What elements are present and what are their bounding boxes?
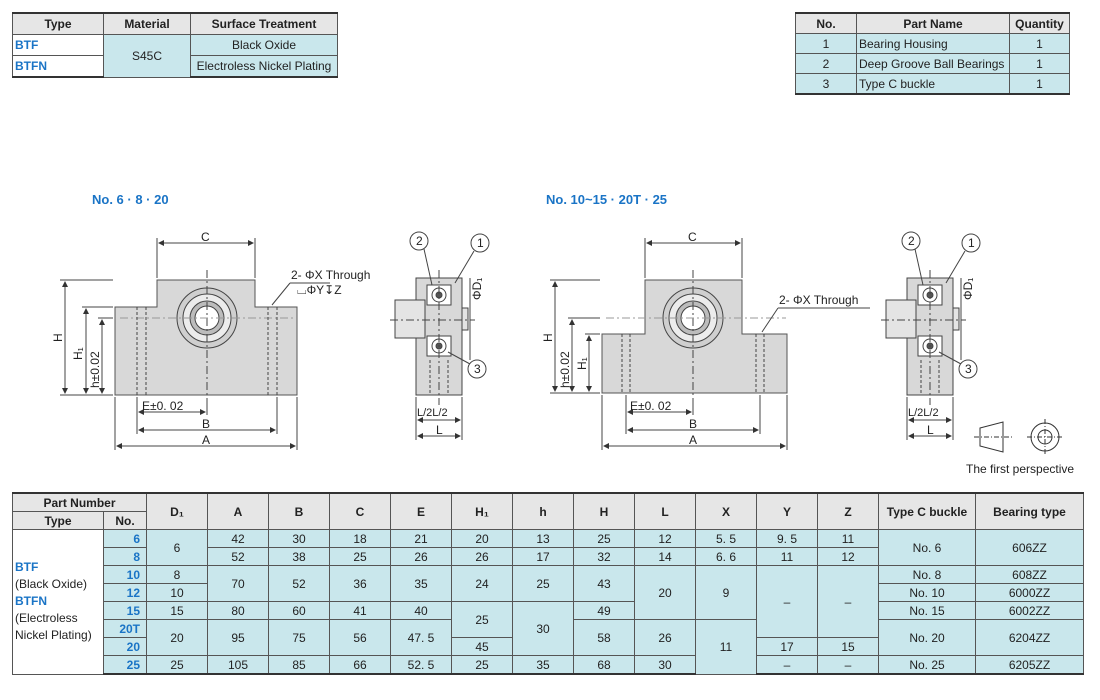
cell-z: – — [818, 566, 879, 638]
callout-1-left: 1 — [477, 236, 484, 250]
dim-h1-right: H₁ — [575, 357, 589, 370]
note-counterbore-left: ⌴ΦY↧Z — [297, 283, 342, 297]
cell-d1: 6 — [147, 530, 208, 566]
cell-e: 52. 5 — [391, 656, 452, 675]
cell-bearing: 608ZZ — [976, 566, 1084, 584]
right-front-view — [550, 238, 870, 450]
dim-h-right: H — [541, 333, 555, 342]
type-btf: BTF — [15, 560, 39, 575]
cell-buckle: No. 20 — [879, 620, 976, 656]
note-through-left: 2- ΦX Through — [291, 268, 371, 282]
cell-d1: 15 — [147, 602, 208, 620]
cell-buckle: No. 6 — [879, 530, 976, 566]
cell-e: 40 — [391, 602, 452, 620]
cell-z: 12 — [818, 548, 879, 566]
type-btfn: BTFN — [15, 594, 47, 609]
cell-d1: 10 — [147, 584, 208, 602]
cell-a: 80 — [208, 602, 269, 620]
cell-l: 26 — [635, 620, 696, 656]
type-description — [13, 530, 104, 675]
col-c: C — [330, 493, 391, 530]
cell-c: 25 — [330, 548, 391, 566]
col-h-small: h — [513, 493, 574, 530]
cell-z: 15 — [818, 638, 879, 656]
cell-H: 49 — [574, 602, 635, 620]
header-surface-treatment: Surface Treatment — [191, 13, 338, 35]
cell-bearing: 6000ZZ — [976, 584, 1084, 602]
dim-htol-right: h±0.02 — [558, 351, 572, 388]
cell-l: 30 — [635, 656, 696, 675]
cell-H: 25 — [574, 530, 635, 548]
header-material: Material — [104, 13, 191, 35]
type-btf-treatment: (Black Oxide) — [15, 577, 88, 592]
col-z: Z — [818, 493, 879, 530]
cell-e: 26 — [391, 548, 452, 566]
dim-d1-left: ΦD₁ — [470, 277, 484, 300]
cell-c: 56 — [330, 620, 391, 656]
cell-b: 60 — [269, 602, 330, 620]
part-qty: 1 — [1010, 74, 1070, 95]
dim-e-right: E±0. 02 — [630, 399, 672, 413]
header-no: No. — [104, 512, 147, 530]
cell-x: 9 — [696, 566, 757, 620]
cell-h1: 20 — [452, 530, 513, 548]
dim-e-left: E±0. 02 — [142, 399, 184, 413]
left-front-view — [60, 238, 330, 450]
col-bearing: Bearing type — [976, 493, 1084, 530]
dim-h1-left: H₁ — [71, 347, 85, 360]
cell-a: 52 — [208, 548, 269, 566]
treatment-nickel: Electroless Nickel Plating — [191, 56, 338, 78]
cell-h: 30 — [513, 602, 574, 656]
cell-H: 58 — [574, 620, 635, 656]
cell-l: 12 — [635, 530, 696, 548]
material-value: S45C — [104, 35, 191, 78]
callout-3-right: 3 — [965, 362, 972, 376]
cell-c: 66 — [330, 656, 391, 675]
cell-z: 11 — [818, 530, 879, 548]
cell-h1: 25 — [452, 656, 513, 675]
dim-a-right: A — [689, 433, 698, 447]
dimension-table — [12, 492, 1084, 675]
drawing-title-left: No. 6 · 8 · 20 — [92, 192, 169, 207]
cell-H: 43 — [574, 566, 635, 602]
header-no: No. — [796, 13, 857, 34]
cell-c: 36 — [330, 566, 391, 602]
dim-a-left: A — [202, 433, 211, 447]
cell-e: 21 — [391, 530, 452, 548]
cell-d1: 20 — [147, 620, 208, 656]
cell-h1: 45 — [452, 638, 513, 656]
header-type: Type — [13, 13, 104, 35]
cell-h: 17 — [513, 548, 574, 566]
col-b: B — [269, 493, 330, 530]
table-no: 25 — [104, 656, 147, 675]
col-h-large: H — [574, 493, 635, 530]
part-name: Bearing Housing — [857, 34, 1010, 54]
cell-e: 47. 5 — [391, 620, 452, 656]
dim-l-left: L — [436, 423, 443, 437]
cell-h: 35 — [513, 656, 574, 675]
part-name: Type C buckle — [857, 74, 1010, 95]
cell-a: 105 — [208, 656, 269, 675]
cell-z: – — [818, 656, 879, 675]
cell-b: 75 — [269, 620, 330, 656]
col-e: E — [391, 493, 452, 530]
cell-bearing: 606ZZ — [976, 530, 1084, 566]
cell-l: 20 — [635, 566, 696, 620]
part-no: 1 — [796, 34, 857, 54]
type-btfn-treatment-2: Nickel Plating) — [15, 628, 92, 643]
callout-2-left: 2 — [416, 234, 423, 248]
cell-buckle: No. 10 — [879, 584, 976, 602]
part-no: 2 — [796, 54, 857, 74]
header-part-name: Part Name — [857, 13, 1010, 34]
dim-d1-right: ΦD₁ — [961, 277, 975, 300]
dim-b-left: B — [202, 417, 211, 431]
cell-h1: 25 — [452, 602, 513, 638]
type-btfn-treatment-1: (Electroless — [15, 611, 78, 626]
cell-a: 42 — [208, 530, 269, 548]
header-quantity: Quantity — [1010, 13, 1070, 34]
col-buckle: Type C buckle — [879, 493, 976, 530]
cell-y: – — [757, 656, 818, 675]
cell-buckle: No. 25 — [879, 656, 976, 675]
table-no: 8 — [104, 548, 147, 566]
part-name: Deep Groove Ball Bearings — [857, 54, 1010, 74]
cell-H: 32 — [574, 548, 635, 566]
col-h1: H₁ — [452, 493, 513, 530]
col-y: Y — [757, 493, 818, 530]
drawing-title-right: No. 10~15 · 20T · 25 — [546, 192, 668, 207]
dim-c-right: C — [688, 230, 697, 244]
cell-buckle: No. 8 — [879, 566, 976, 584]
cell-l: 14 — [635, 548, 696, 566]
dim-l2-left: L/2L/2 — [417, 407, 448, 419]
cell-b: 52 — [269, 566, 330, 602]
cell-b: 85 — [269, 656, 330, 675]
cell-y: 9. 5 — [757, 530, 818, 548]
cell-H: 68 — [574, 656, 635, 675]
note-through-right: 2- ΦX Through — [779, 293, 859, 307]
cell-h: 25 — [513, 566, 574, 602]
cell-y: – — [757, 566, 818, 638]
dim-l2-right: L/2L/2 — [908, 407, 939, 419]
table-no: 12 — [104, 584, 147, 602]
type-btfn: BTFN — [13, 56, 104, 78]
col-l: L — [635, 493, 696, 530]
table-no: 15 — [104, 602, 147, 620]
callout-3-left: 3 — [474, 362, 481, 376]
dim-b-right: B — [689, 417, 698, 431]
cell-x: 6. 6 — [696, 548, 757, 566]
cell-x: 11 — [696, 620, 757, 675]
table-no: 6 — [104, 530, 147, 548]
dim-l-right: L — [927, 423, 934, 437]
dim-h-left: H — [51, 333, 65, 342]
col-x: X — [696, 493, 757, 530]
cell-h1: 26 — [452, 548, 513, 566]
callout-2-right: 2 — [908, 234, 915, 248]
cell-h: 13 — [513, 530, 574, 548]
table-no: 20 — [104, 638, 147, 656]
dim-c-left: C — [201, 230, 210, 244]
part-no: 3 — [796, 74, 857, 95]
cell-bearing: 6002ZZ — [976, 602, 1084, 620]
cell-b: 30 — [269, 530, 330, 548]
part-qty: 1 — [1010, 34, 1070, 54]
col-a: A — [208, 493, 269, 530]
col-d1: D₁ — [147, 493, 208, 530]
cell-d1: 25 — [147, 656, 208, 675]
cell-bearing: 6205ZZ — [976, 656, 1084, 675]
table-no: 20T — [104, 620, 147, 638]
first-angle-symbol — [974, 419, 1063, 455]
cell-y: 17 — [757, 638, 818, 656]
cell-d1: 8 — [147, 566, 208, 584]
cell-a: 70 — [208, 566, 269, 602]
cell-b: 38 — [269, 548, 330, 566]
cell-x: 5. 5 — [696, 530, 757, 548]
cell-c: 18 — [330, 530, 391, 548]
table-no: 10 — [104, 566, 147, 584]
perspective-label: The first perspective — [966, 462, 1075, 476]
type-btf: BTF — [13, 35, 104, 56]
cell-a: 95 — [208, 620, 269, 656]
cell-buckle: No. 15 — [879, 602, 976, 620]
part-qty: 1 — [1010, 54, 1070, 74]
cell-c: 41 — [330, 602, 391, 620]
callout-1-right: 1 — [968, 236, 975, 250]
cell-y: 11 — [757, 548, 818, 566]
header-part-number: Part Number — [13, 493, 147, 512]
dim-htol-left: h±0.02 — [88, 351, 102, 388]
cell-e: 35 — [391, 566, 452, 602]
cell-h1: 24 — [452, 566, 513, 602]
cell-bearing: 6204ZZ — [976, 620, 1084, 656]
treatment-black-oxide: Black Oxide — [191, 35, 338, 56]
header-type: Type — [13, 512, 104, 530]
